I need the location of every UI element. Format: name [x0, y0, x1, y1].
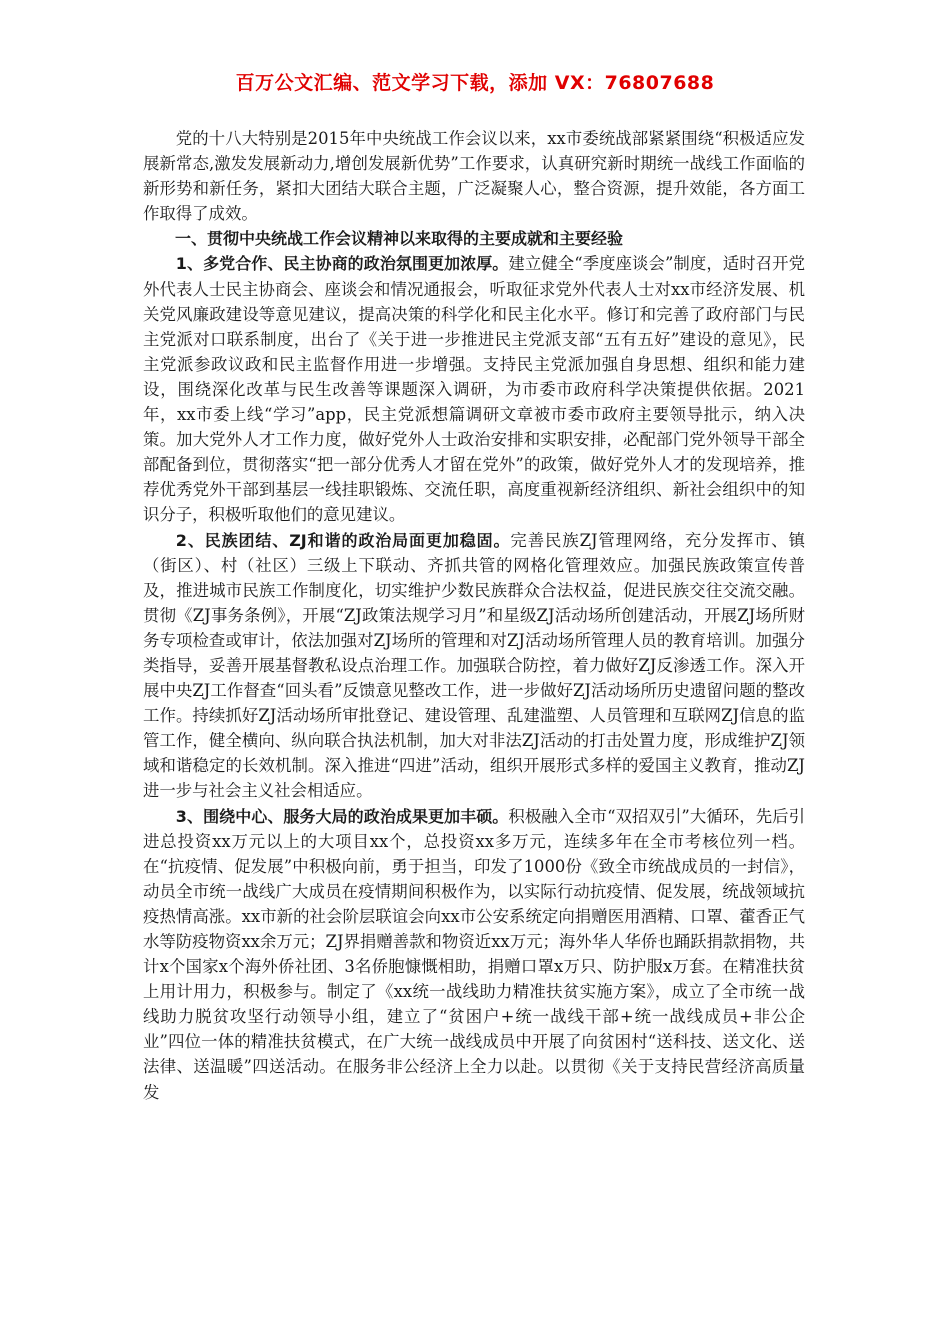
- item-body-3: 积极融入全市“双招双引”大循环，先后引进总投资xx万元以上的大项目xx个，总投资xx多万元，连续多年在全市考核位列一档。在“抗疫情、促发展”中积极向前，勇于担当，印发了1000份《致全市统战成员的一封信》，动员全市统一战线广大成员在疫情期间积极作为，以实际行动抗疫情、促发展，统战领域抗疫热情高涨。xx市新的社会阶层联谊会向xx市公安系统定向捐赠医用酒精、口罩、藿香正气水等防疫物资xx余万元；ZJ界捐赠善款和物资近xx万元；海外华人华侨也踊跃捐款捐物，共计x个国家x个海外侨社团、3名侨胞慷慨相助，捐赠口罩x万只、防护服x万套。在精准扶贫上用计用力，积极参与。制定了《xx统一战线助力精准扶贫实施方案》，成立了全市统一战线助力脱贫攻坚行动领导小组，建立了“贫困户+统一战线干部+统一战线成员+非公企业”四位一体的精准扶贫模式，在广大统一战线成员中开展了向贫困村“送科技、送文化、送法律、送温暖”四送活动。在服务非公经济上全力以赴。以贯彻《关于支持民营经济高质量发: [143, 806, 805, 1102]
- item-paragraph-1: [143, 251, 805, 527]
- section-heading: 一、贯彻中央统战工作会议精神以来取得的主要成就和主要经验: [175, 229, 624, 249]
- document-body: [143, 126, 805, 1105]
- promo-banner: 百万公文汇编、范文学习下载，添加 VX：76807688: [235, 72, 715, 94]
- item-paragraph-3: [143, 804, 805, 1105]
- item-lead-1: 1、多党合作、民主协商的政治氛围更加浓厚。: [175, 254, 509, 274]
- intro-paragraph: 党的十八大特别是2015年中央统战工作会议以来，xx市委统战部紧紧围绕“积极适应发展新常态,激发发展新动力,增创发展新优势”工作要求，认真研究新时期统一战线工作面临的新形势和新任务，紧扣大团结大联合主题，广泛凝聚人心，整合资源，提升效能，各方面工作取得了成效。: [143, 129, 805, 224]
- item-paragraph-2: [143, 528, 805, 804]
- item-body-1: 建立健全“季度座谈会”制度，适时召开党外代表人士民主协商会、座谈会和情况通报会，听取征求党外代表人士对xx市经济发展、机关党风廉政建设等意见建议，提高决策的科学化和民主化水平。修订和完善了政府部门与民主党派对口联系制度，出台了《关于进一步推进民主党派支部“五有五好”建设的意见》，民主党派参政议政和民主监督作用进一步增强。支持民主党派加强自身思想、组织和能力建设，围绕深化改革与民生改善等课题深入调研，为市委市政府科学决策提供依据。2021年，xx市委上线“学习”app，民主党派想篇调研文章被市委市政府主要领导批示，纳入决策。加大党外人才工作力度，做好党外人士政治安排和实职安排，必配部门党外领导干部全部配备到位，贯彻落实“把一部分优秀人才留在党外”的政策，做好党外人才的发现培养，推荐优秀党外干部到基层一线挂职锻炼、交流任职，高度重视新经济组织、新社会组织中的知识分子，积极听取他们的意见建议。: [143, 254, 805, 525]
- item-lead-2: 2、民族团结、ZJ和谐的政治局面更加稳固。: [175, 530, 511, 550]
- item-body-2: 完善民族ZJ管理网络，充分发挥市、镇（街区）、村（社区）三级上下联动、齐抓共管的网格化管理效应。加强民族政策宣传普及，推进城市民族工作制度化，切实维护少数民族群众合法权益，促进民族交往交流交融。贯彻《ZJ事务条例》，开展“ZJ政策法规学习月”和星级ZJ活动场所创建活动，开展ZJ场所财务专项检查或审计，依法加强对ZJ场所的管理和对ZJ活动场所管理人员的教育培训。加强分类指导，妥善开展基督教私设点治理工作。加强联合防控，着力做好ZJ反渗透工作。深入开展中央ZJ工作督查“回头看”反馈意见整改工作，进一步做好ZJ活动场所历史遗留问题的整改工作。持续抓好ZJ活动场所审批登记、建设管理、乱建滥塑、人员管理和互联网ZJ信息的监管工作，健全横向、纵向联合执法机制，加大对非法ZJ活动的打击处置力度，形成维护ZJ领域和谐稳定的长效机制。深入推进“四进”活动，组织开展形式多样的爱国主义教育，推动ZJ进一步与社会主义社会相适应。: [143, 530, 805, 801]
- item-lead-3: 3、围绕中心、服务大局的政治成果更加丰硕。: [175, 806, 509, 826]
